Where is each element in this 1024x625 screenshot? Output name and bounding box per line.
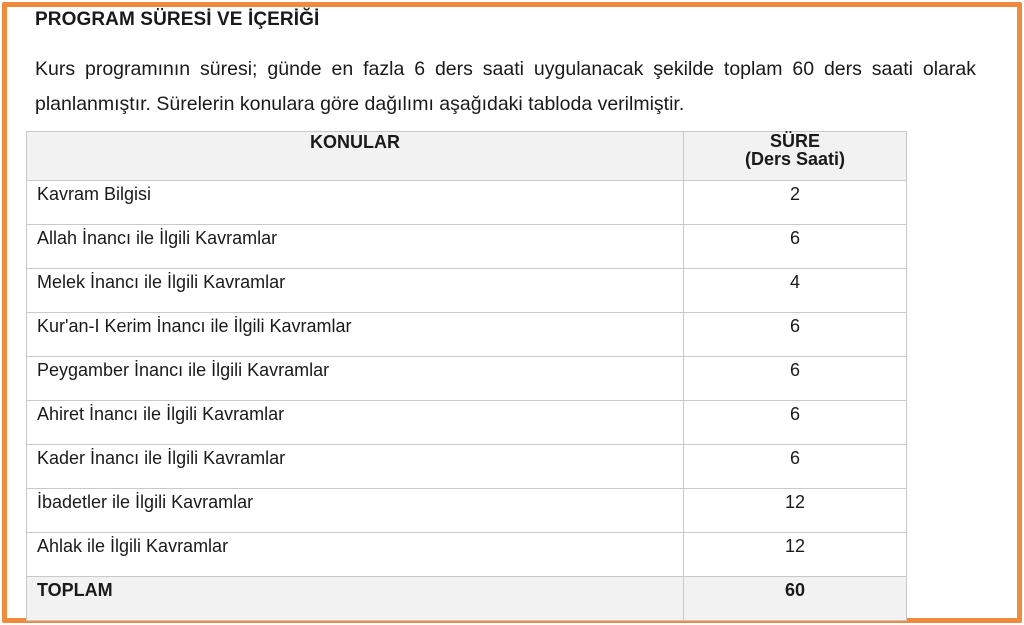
row-hours: 6 [684, 357, 907, 401]
header-duration [684, 132, 907, 181]
total-row [27, 577, 907, 621]
total-label: TOPLAM [27, 577, 684, 621]
table-row [27, 313, 907, 357]
header-duration-title: SÜRE [769, 131, 820, 151]
row-topic: Kader İnancı ile İlgili Kavramlar [27, 445, 684, 489]
header-duration-unit: (Ders Saati) [744, 149, 846, 169]
table-header-row [27, 132, 907, 181]
table-row [27, 533, 907, 577]
row-topic: Peygamber İnancı ile İlgili Kavramlar [27, 357, 684, 401]
duration-table [26, 131, 907, 621]
table-row [27, 357, 907, 401]
row-hours: 6 [684, 401, 907, 445]
row-topic: İbadetler ile İlgili Kavramlar [27, 489, 684, 533]
table-row [27, 445, 907, 489]
row-topic: Kur'an-I Kerim İnancı ile İlgili Kavramlar [27, 313, 684, 357]
row-hours: 2 [684, 181, 907, 225]
table-row [27, 401, 907, 445]
header-topics: KONULAR [27, 132, 684, 181]
row-topic: Kavram Bilgisi [27, 181, 684, 225]
total-hours: 60 [684, 577, 907, 621]
row-topic: Ahiret İnancı ile İlgili Kavramlar [27, 401, 684, 445]
table-row [27, 269, 907, 313]
table-row [27, 489, 907, 533]
row-hours: 6 [684, 445, 907, 489]
row-topic: Allah İnancı ile İlgili Kavramlar [27, 225, 684, 269]
row-topic: Ahlak ile İlgili Kavramlar [27, 533, 684, 577]
row-topic: Melek İnancı ile İlgili Kavramlar [27, 269, 684, 313]
row-hours: 12 [684, 533, 907, 577]
intro-paragraph: Kurs programının süresi; günde en fazla 6 ders saati uygulanacak şekilde toplam 60 ders saati olarak planlanmıştır. Sürelerin konulara göre dağılımı aşağıdaki tabloda verilmiştir. [35, 58, 976, 115]
table-row [27, 181, 907, 225]
row-hours: 6 [684, 225, 907, 269]
table-row [27, 225, 907, 269]
row-hours: 4 [684, 269, 907, 313]
row-hours: 12 [684, 489, 907, 533]
row-hours: 6 [684, 313, 907, 357]
section-heading: PROGRAM SÜRESİ VE İÇERİĞİ [35, 9, 320, 30]
